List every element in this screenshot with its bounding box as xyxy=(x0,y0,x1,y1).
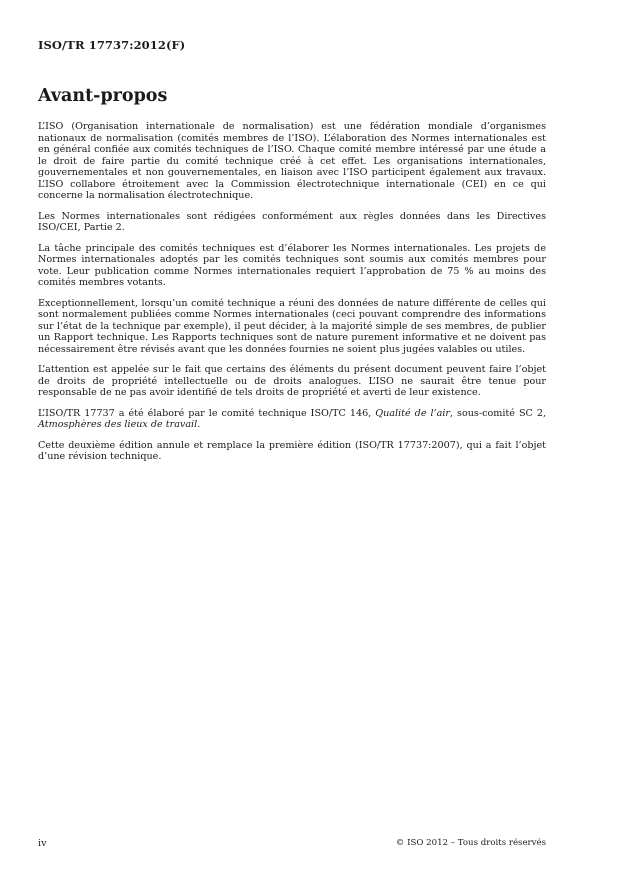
copyright-notice: © ISO 2012 – Tous droits réservés xyxy=(395,838,546,848)
paragraph-edition: Cette deuxième édition annule et remplace la première édition (ISO/TR 17737:2007), qui a fait l’objet d’une révision technique. xyxy=(38,439,546,462)
sc-title: Atmosphères des lieux de travail xyxy=(38,419,198,430)
paragraph-committee xyxy=(38,408,546,431)
foreword-body xyxy=(38,121,546,472)
paragraph-main-task: La tâche principale des comités techniques est d’élaborer les Normes internationales. Les projets de Normes internationales adoptés par les comités techniques sont soumis aux comités membres pour vote. Leur publication comme Normes internationales requiert l’approbation de 75 % au moins des comités membres votants. xyxy=(38,242,546,288)
committee-prefix: L’ISO/TR 17737 a été élaboré par le comité technique ISO/TC 146, xyxy=(38,407,376,419)
committee-middle: , sous-comité SC 2, xyxy=(450,407,547,419)
page-number: iv xyxy=(38,838,47,849)
paragraph-directives: Les Normes internationales sont rédigées conformément aux règles données dans les Directives ISO/CEI, Partie 2. xyxy=(38,210,546,233)
tc-title: Qualité de l’air xyxy=(375,407,450,419)
paragraph-patent-rights: L’attention est appelée sur le fait que certains des éléments du présent document peuvent faire l’objet de droits de propriété intellectuelle ou de droits analogues. L’ISO ne saurait être tenue pour responsable de ne pas avoir identifié de tels droits de propriété et averti de leur existence. xyxy=(38,364,546,398)
paragraph-iso-organisation: L’ISO (Organisation internationale de normalisation) est une fédération mondiale d’organismes nationaux de normalisation (comités membres de l’ISO). L’élaboration des Normes internationales est en général confiée aux comités techniques de l’ISO. Chaque comité membre intéressé par une étude a le droit de faire partie du comité technique créé à cet effet. Les organisations internationales, gouvernementales et non gouvernementales, en liaison avec l’ISO participent également aux travaux. L’ISO collabore étroitement avec la Commission électrotechnique internationale (CEI) en ce qui concerne la normalisation électrotechnique. xyxy=(38,121,546,201)
section-title: Avant-propos xyxy=(38,86,168,106)
document-id: ISO/TR 17737:2012(F) xyxy=(38,38,186,52)
paragraph-technical-report: Exceptionnellement, lorsqu’un comité technique a réuni des données de nature différente de celles qui sont normalement publiées comme Normes internationales (ceci pouvant comprendre des informations sur l’état de la technique par exemple), il peut décider, à la majorité simple de ses membres, de publier un Rapport technique. Les Rapports techniques sont de nature purement informative et ne doivent pas nécessairement être révisés avant que les données fournies ne soient plus jugées valables ou utiles. xyxy=(38,297,546,355)
committee-suffix: . xyxy=(197,419,201,430)
